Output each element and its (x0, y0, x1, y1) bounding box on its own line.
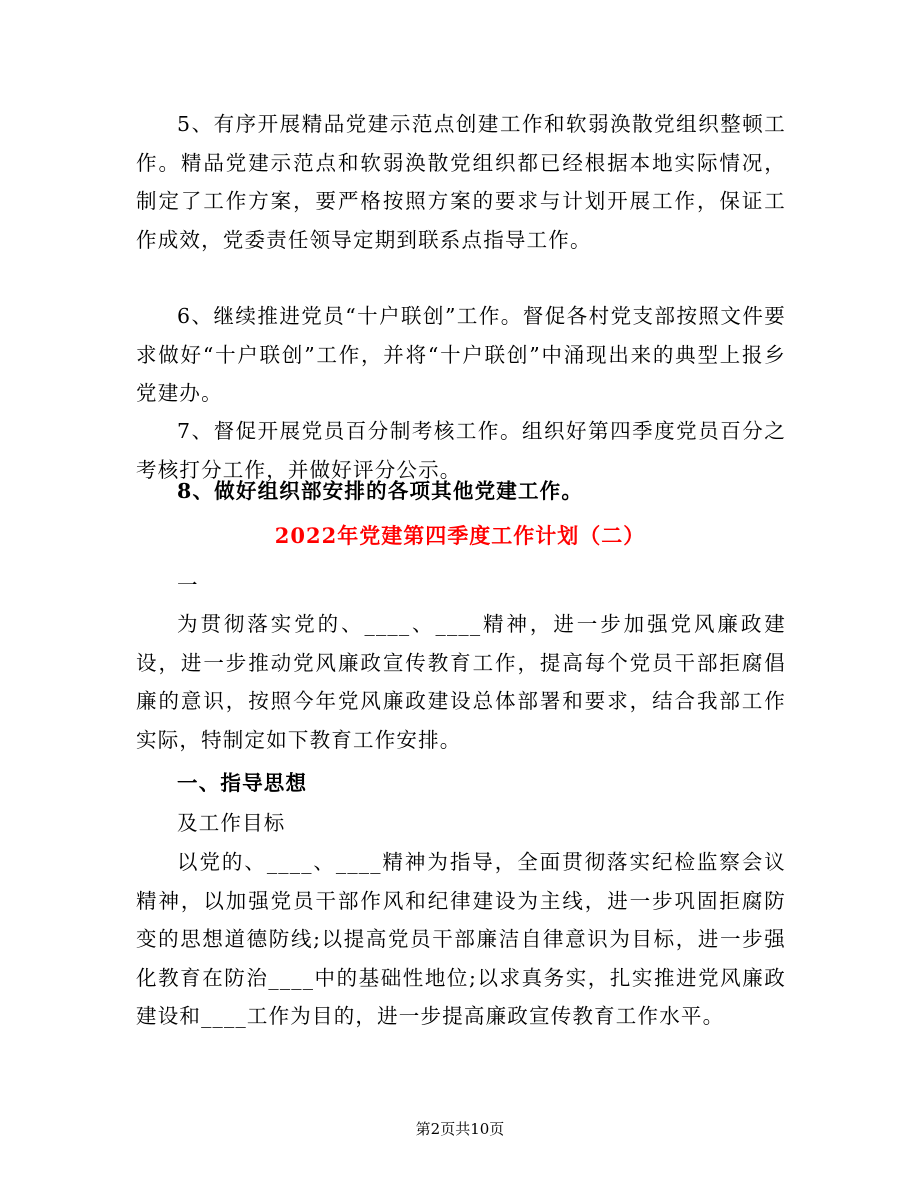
paragraph-item-6: 6、继续推进党员“十户联创”工作。督促各村党支部按照文件要求做好“十户联创”工作，并将“十户联创”中涌现出来的典型上报乡党建办。 (136, 304, 786, 405)
paragraph-item-7: 7、督促开展党员百分制考核工作。组织好第四季度党员百分之考核打分工作，并做好评分公示。 (136, 419, 786, 482)
page-number-footer: 第2页共10页 (415, 1120, 505, 1138)
heading-guiding-ideology: 一、指导思想 (177, 771, 308, 795)
paragraph-item-8: 8、做好组织部安排的各项其他党建工作。 (177, 479, 584, 503)
heading-guiding-ideology-sub: 及工作目标 (177, 811, 286, 835)
paragraph-item-5: 5、有序开展精品党建示范点创建工作和软弱涣散党组织整顿工作。精品党建示范点和软弱涣散党组织都已经根据本地实际情况，制定了工作方案，要严格按照方案的要求与计划开展工作，保证工作成效，党委责任领导定期到联系点指导工作。 (136, 112, 786, 252)
section-title: 2022年党建第四季度工作计划（二） (274, 523, 646, 548)
section-dash: 一 (177, 573, 199, 597)
paragraph-guiding-body: 以党的、____、____精神为指导，全面贯彻落实纪检监察会议精神，以加强党员干部作风和纪律建设为主线，进一步巩固拒腐防变的思想道德防线;以提高党员干部廉洁自律意识为目标，进一步强化教育在防治____中的基础性地位;以求真务实，扎实推进党风廉政建设和____工作为目的，进一步提高廉政宣传教育工作水平。 (136, 850, 786, 1028)
paragraph-intro: 为贯彻落实党的、____、____精神，进一步加强党风廉政建设，进一步推动党风廉政宣传教育工作，提高每个党员干部拒腐倡廉的意识，按照今年党风廉政建设总体部署和要求，结合我部工作实际，特制定如下教育工作安排。 (136, 612, 786, 752)
